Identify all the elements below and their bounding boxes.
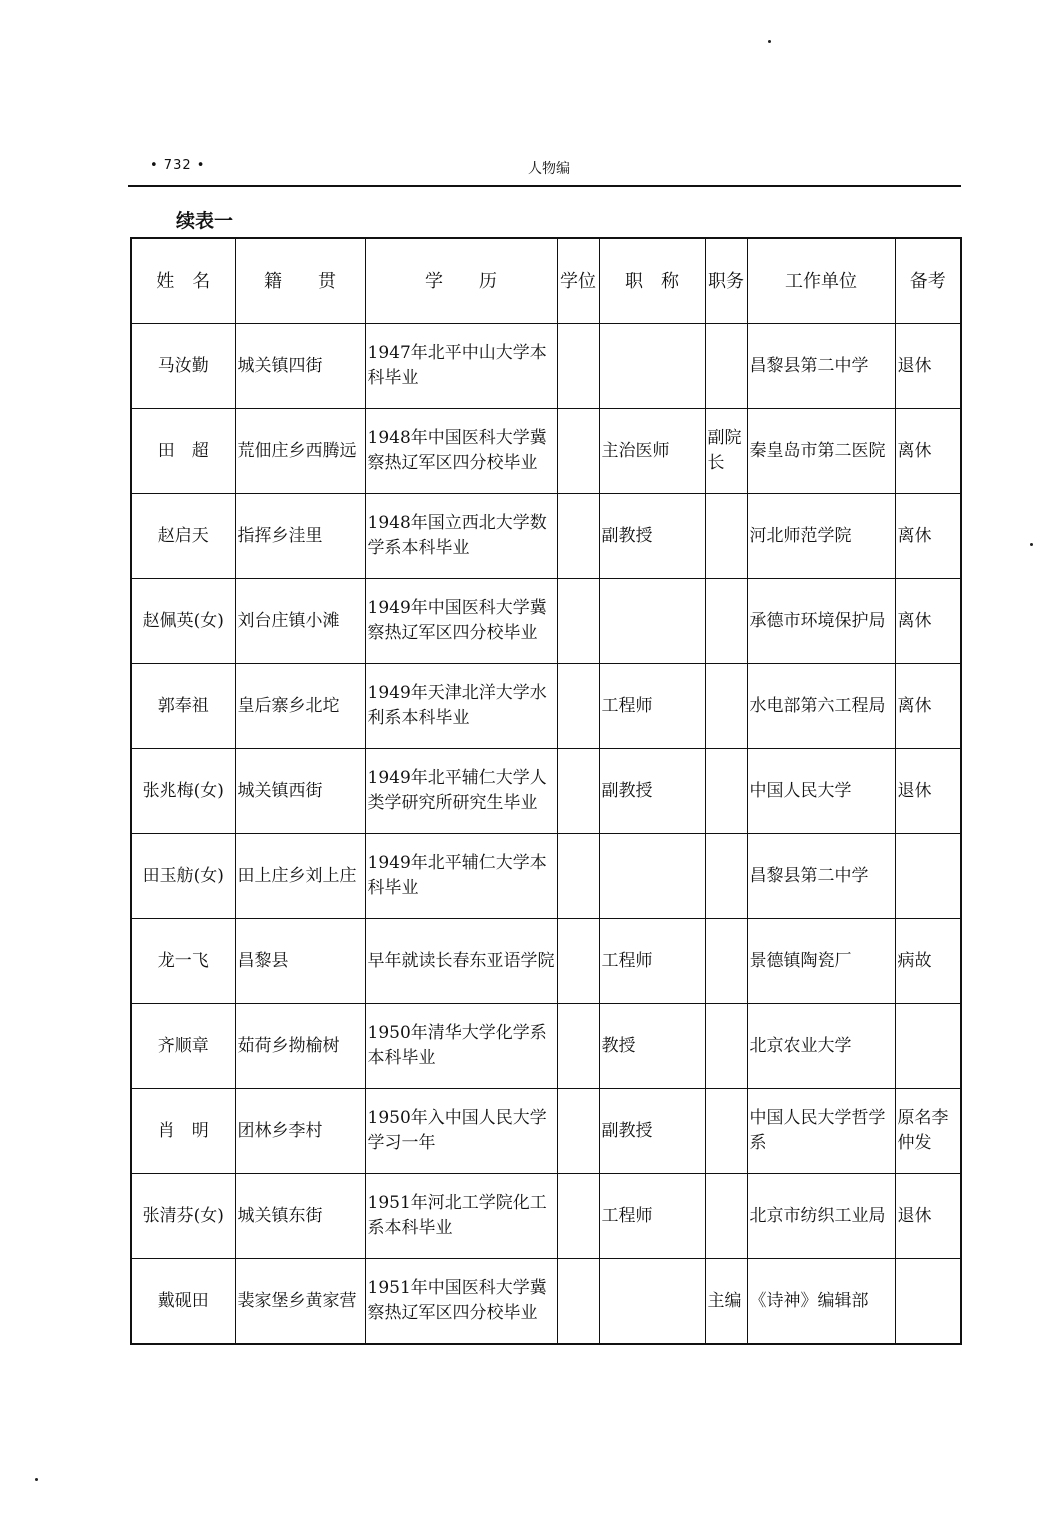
page-number: • 732 • [150, 158, 206, 173]
name-cell: 田 超 [131, 409, 235, 494]
employer-cell: 承德市环境保护局 [747, 579, 895, 664]
title-cell: 副教授 [599, 1089, 705, 1174]
origin-cell: 田上庄乡刘上庄 [235, 834, 365, 919]
scan-speck [1030, 543, 1033, 546]
title-cell [599, 324, 705, 409]
employer-cell: 昌黎县第二中学 [747, 324, 895, 409]
title-cell: 工程师 [599, 1174, 705, 1259]
table-row [131, 579, 961, 664]
name-cell: 赵启天 [131, 494, 235, 579]
degree-cell [557, 749, 599, 834]
origin-cell: 昌黎县 [235, 919, 365, 1004]
name-cell: 龙一飞 [131, 919, 235, 1004]
degree-cell [557, 579, 599, 664]
remark-cell: 离休 [895, 409, 961, 494]
name-cell: 赵佩英(女) [131, 579, 235, 664]
header-row [131, 238, 961, 324]
name-cell: 田玉舫(女) [131, 834, 235, 919]
education-cell: 1949年中国医科大学冀察热辽军区四分校毕业 [365, 579, 557, 664]
degree-cell [557, 409, 599, 494]
education-cell: 1951年河北工学院化工系本科毕业 [365, 1174, 557, 1259]
origin-cell: 团林乡李村 [235, 1089, 365, 1174]
name-cell: 马汝勤 [131, 324, 235, 409]
position-cell [705, 664, 747, 749]
title-cell: 副教授 [599, 494, 705, 579]
origin-cell: 城关镇西街 [235, 749, 365, 834]
remark-cell: 离休 [895, 664, 961, 749]
remark-cell: 退休 [895, 749, 961, 834]
position-cell: 副院长 [705, 409, 747, 494]
header-rule [128, 185, 961, 187]
education-cell: 1949年北平辅仁大学人类学研究所研究生毕业 [365, 749, 557, 834]
degree-cell [557, 1259, 599, 1345]
col-header-name: 姓 名 [131, 238, 235, 324]
origin-cell: 指挥乡洼里 [235, 494, 365, 579]
title-cell: 教授 [599, 1004, 705, 1089]
origin-cell: 茹荷乡拗榆树 [235, 1004, 365, 1089]
employer-cell: 水电部第六工程局 [747, 664, 895, 749]
table-row [131, 664, 961, 749]
remark-cell [895, 1259, 961, 1345]
position-cell: 主编 [705, 1259, 747, 1345]
remark-cell: 原名李仲发 [895, 1089, 961, 1174]
education-cell: 早年就读长春东亚语学院 [365, 919, 557, 1004]
position-cell [705, 324, 747, 409]
col-header-degree: 学位 [557, 238, 599, 324]
employer-cell: 中国人民大学 [747, 749, 895, 834]
name-cell: 齐顺章 [131, 1004, 235, 1089]
degree-cell [557, 324, 599, 409]
employer-cell: 《诗神》编辑部 [747, 1259, 895, 1345]
education-cell: 1949年北平辅仁大学本科毕业 [365, 834, 557, 919]
scan-speck [35, 1478, 38, 1481]
title-cell [599, 834, 705, 919]
title-cell: 工程师 [599, 664, 705, 749]
position-cell [705, 1089, 747, 1174]
degree-cell [557, 1174, 599, 1259]
table-row [131, 1004, 961, 1089]
title-cell: 主治医师 [599, 409, 705, 494]
origin-cell: 皇后寨乡北坨 [235, 664, 365, 749]
records-table [130, 237, 962, 1345]
origin-cell: 荒佃庄乡西腾远 [235, 409, 365, 494]
position-cell [705, 749, 747, 834]
col-header-employer: 工作单位 [747, 238, 895, 324]
name-cell: 郭奉祖 [131, 664, 235, 749]
education-cell: 1948年中国医科大学冀察热辽军区四分校毕业 [365, 409, 557, 494]
table-row [131, 834, 961, 919]
col-header-position: 职务 [705, 238, 747, 324]
table-row [131, 1089, 961, 1174]
employer-cell: 北京市纺织工业局 [747, 1174, 895, 1259]
remark-cell: 病故 [895, 919, 961, 1004]
position-cell [705, 494, 747, 579]
col-header-title: 职 称 [599, 238, 705, 324]
employer-cell: 北京农业大学 [747, 1004, 895, 1089]
position-cell [705, 1004, 747, 1089]
origin-cell: 刘台庄镇小滩 [235, 579, 365, 664]
employer-cell: 昌黎县第二中学 [747, 834, 895, 919]
education-cell: 1949年天津北洋大学水利系本科毕业 [365, 664, 557, 749]
employer-cell: 景德镇陶瓷厂 [747, 919, 895, 1004]
name-cell: 张清芬(女) [131, 1174, 235, 1259]
origin-cell: 裴家堡乡黄家营 [235, 1259, 365, 1345]
employer-cell: 河北师范学院 [747, 494, 895, 579]
position-cell [705, 1174, 747, 1259]
degree-cell [557, 919, 599, 1004]
name-cell: 张兆梅(女) [131, 749, 235, 834]
remark-cell [895, 1004, 961, 1089]
position-cell [705, 919, 747, 1004]
origin-cell: 城关镇四街 [235, 324, 365, 409]
position-cell [705, 579, 747, 664]
table-caption: 续表一 [176, 210, 234, 232]
remark-cell: 退休 [895, 1174, 961, 1259]
education-cell: 1948年国立西北大学数学系本科毕业 [365, 494, 557, 579]
degree-cell [557, 494, 599, 579]
degree-cell [557, 664, 599, 749]
col-header-remark: 备考 [895, 238, 961, 324]
degree-cell [557, 1089, 599, 1174]
col-header-education: 学 历 [365, 238, 557, 324]
title-cell: 工程师 [599, 919, 705, 1004]
remark-cell: 退休 [895, 324, 961, 409]
education-cell: 1950年入中国人民大学学习一年 [365, 1089, 557, 1174]
title-cell [599, 1259, 705, 1345]
degree-cell [557, 834, 599, 919]
scan-speck [768, 40, 771, 43]
name-cell: 戴砚田 [131, 1259, 235, 1345]
table-row [131, 1259, 961, 1345]
table-row [131, 919, 961, 1004]
education-cell: 1950年清华大学化学系本科毕业 [365, 1004, 557, 1089]
table-row [131, 324, 961, 409]
education-cell: 1947年北平中山大学本科毕业 [365, 324, 557, 409]
table-row [131, 1174, 961, 1259]
table-row [131, 749, 961, 834]
table-row [131, 494, 961, 579]
employer-cell: 中国人民大学哲学系 [747, 1089, 895, 1174]
position-cell [705, 834, 747, 919]
col-header-origin: 籍 贯 [235, 238, 365, 324]
remark-cell [895, 834, 961, 919]
title-cell: 副教授 [599, 749, 705, 834]
section-title: 人物编 [528, 161, 570, 177]
origin-cell: 城关镇东街 [235, 1174, 365, 1259]
remark-cell: 离休 [895, 579, 961, 664]
education-cell: 1951年中国医科大学冀察热辽军区四分校毕业 [365, 1259, 557, 1345]
employer-cell: 秦皇岛市第二医院 [747, 409, 895, 494]
remark-cell: 离休 [895, 494, 961, 579]
title-cell [599, 579, 705, 664]
table-row [131, 409, 961, 494]
degree-cell [557, 1004, 599, 1089]
name-cell: 肖 明 [131, 1089, 235, 1174]
